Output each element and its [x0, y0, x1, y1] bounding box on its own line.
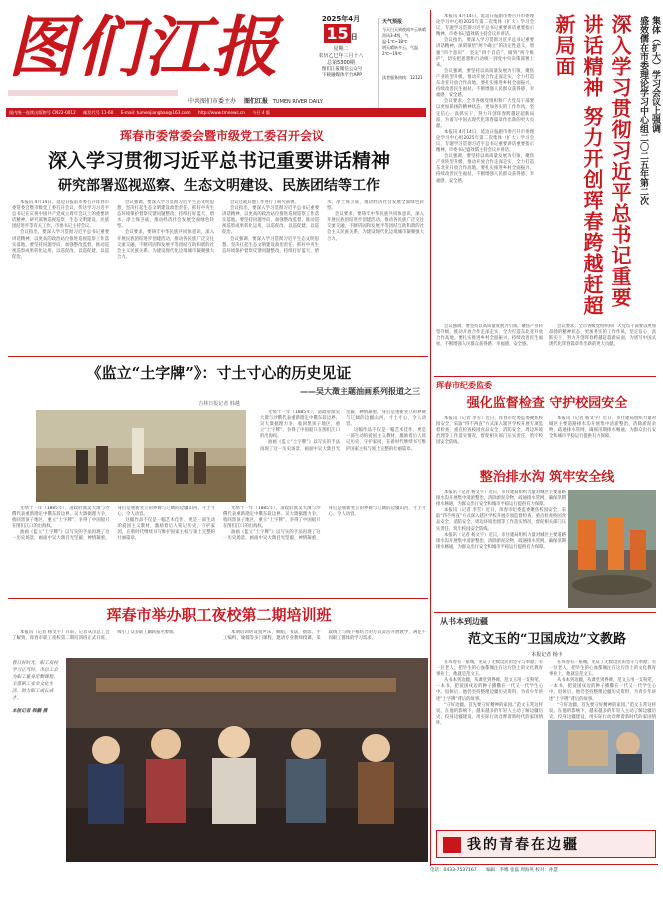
feature-paragraph: 光绪十一年（1885年），清政府派吴大澂与沙俄代表重新勘定中俄东段边界。吴大澂据理力争，收回黑顶子地区，重立“土字牌”，争得了中国船只在图们江口的出海权。: [223, 506, 321, 530]
feature-body-lower: [12, 506, 426, 594]
date-suffix: 日: [350, 33, 358, 41]
book-photo: [548, 720, 654, 774]
lunar-date: 农历乙巳年三月十八: [318, 53, 364, 59]
divider: [8, 356, 428, 357]
date-box: [310, 14, 372, 64]
book-paragraph: 从书本到边疆，从课堂到界碑，范文玉用一支粉笔、一本书，把爱国戍边的种子播撒在一代又一代学生心中。退休后，他仍坚持整理边疆历史资料，为青少年讲述“土字牌”背后的故事。: [436, 678, 543, 702]
discipline-paragraph: 本报讯（记者 李雪）近日，珲春市纪委监委聚焦校园安全，采取“四不两直”方式深入辖区学校开展专项监督检查，重点检查校园食品安全、消防安全、周边环境治理等工作落实情况，督促相关部门压实责任，筑牢校园安全防线。: [436, 416, 543, 446]
feature-painting: [36, 410, 246, 502]
lead-kicker: 珲春市委常委会暨市级党工委召开会议: [119, 129, 324, 143]
book-paragraph: 在珲春有一座城，见证了无数边民的坚守与奉献；有一位老人，把毕生的心血都倾注在这片热土的文化教育事业上，他就是范文玉。: [436, 660, 543, 678]
right-paragraph: 会议要求，全市各级党组织和广大党员干部要以更加昂扬的精神状态、更加务实的工作作风，坚定信心、真抓实干，努力开创珲春跨越赶超新局面，为谱写中国式现代化珲春篇章作出新的更大贡献。: [436, 99, 534, 129]
book-paragraph: 在珲春有一座城，见证了无数边民的坚守与奉献；有一位老人，把毕生的心血都倾注在这片热土的文化教育事业上，他就是范文玉。: [549, 660, 656, 678]
drainage-title: 整治排水沟 筑牢安全线: [479, 470, 615, 485]
lead-paragraph: 会议强调，要深入学习贯彻习近平生态文明思想，坚决扛起生态文明建设政治责任，抓好中央生态环境保护督察反馈问题整改，持续打好蓝天、碧水、净土保卫战，推动经济社会发展全面绿色转型。: [222, 200, 424, 254]
sponsor-line: [188, 96, 368, 105]
paper-name-en: TUMEN RIVER DAILY: [272, 99, 323, 105]
footer-editor: 编辑：李娜 张磊 周海英 校对：孙慧: [486, 868, 558, 873]
feature-body-upper: [260, 410, 426, 502]
night-school-caption: [12, 660, 62, 860]
drainage-paragraph: 本报讯（记者 杨文宇）近日，市住建局组织力量对城区主要道路排水沟开展集中清淤整治，清除淤泥杂物，疏通排水管网，确保汛期排水畅通，为群众出行安全和城市平稳运行提供有力保障。: [436, 532, 566, 550]
info-bar: [6, 108, 426, 117]
right-subtitle: 集体（扩大）学习会议上强调: [650, 16, 660, 133]
divider: [434, 376, 656, 377]
wechat-channel: 图们江报微信公众号: [321, 67, 363, 72]
youth-banner: [436, 830, 656, 858]
app-channel: 下载融媒体平台APP: [321, 73, 362, 78]
column-divider: [430, 10, 431, 866]
right-paragraph: 本报讯 4月14日，延边日报副市委召开市委理论学习中心组2025年第二次集体（扩大）学习会议，专题学习贯彻习近平总书记重要讲话重要指示精神。市委书记盛效儒主持会议并讲话。: [436, 129, 534, 154]
weather-line-3: 明天晴转多云，气温2℃~19℃: [382, 45, 418, 56]
paper-name-cn: 图们江报: [243, 98, 268, 105]
divider: [434, 612, 656, 613]
night-school-title: 珲春市举办职工夜校第二期培训班: [106, 606, 332, 624]
right-body: [436, 14, 534, 324]
website: http://www.tmnews.cn: [197, 110, 245, 115]
weather-line-1: 今天白天到夜间多云转晴: [382, 27, 426, 32]
lead-paragraph: 会议强调，要深入学习贯彻习近平生态文明思想，坚决扛起生态文明建设政治责任，抓好中央生态环境保护督察反馈问题整改，持续打好蓝天、碧水、净土保卫战，推动经济社会发展全面绿色转型。: [117, 200, 214, 230]
photo-credit: 本报记者 韩鹏 摄: [12, 709, 48, 714]
feature-byline: 吉林日报记者 韩越: [198, 401, 240, 407]
discipline-paragraph: 本报讯（记者 杨文宇）近日，市住建局组织力量对城区主要道路排水沟开展集中清淤整治，清除淤泥杂物，疏通排水管网，确保汛期排水畅通，为群众出行安全和城市平稳运行提供有力保障。: [549, 416, 656, 440]
right-paragraph: 会议强调，要坚持以高质量发展为引领，聚焦产业转型升级，推动开放合作走深走实，全力打造东北亚开放合作高地。要扎实推进乡村全面振兴，持续改善民生福祉，不断增强人民群众获得感、幸福感、安全感。: [436, 68, 534, 99]
book-paragraph: 从书本到边疆，从课堂到界碑，范文玉用一支粉笔、一本书，把爱国戍边的种子播撒在一代又一代学生心中。退休后，他仍坚持整理边疆历史资料，为青少年讲述“土字牌”背后的故事。: [549, 678, 656, 702]
email: E-mail: tumenjiangbao@163.com: [120, 110, 191, 115]
lead-paragraph: 会议还就其他工作进行了研究部署。: [230, 200, 299, 205]
footer-phone: 电话：0433-7537167: [430, 868, 477, 873]
sponsor: 中共图们市委主办: [188, 98, 237, 105]
date-day: 15: [326, 24, 349, 43]
right-paragraph: 会议强调，要坚持以高质量发展为引领，聚焦产业转型升级，推动开放合作走深走实，全力打造东北亚开放合作高地。要扎实推进乡村全面振兴，持续改善民生福祉，不断增强人民群众获得感、幸福感、安全感。: [436, 324, 543, 348]
lead-paragraph: 会议要求，要铸牢中华民族共同体意识，深入开展民族团结进步创建活动，推动各民族广泛交往交流交融，不断巩固和发展平等团结互助和谐的社会主义民族关系，为建设现代化边境城市凝聚强大合力。: [117, 230, 214, 260]
feature-paragraph: 光绪十一年（1885年），清政府派吴大澂与沙俄代表重新勘定中俄东段边界。吴大澂据理力争，收回黑顶子地区，重立“土字牌”，争得了中国船只在图们江口的出海权。: [260, 410, 340, 440]
lead-paragraph: 本报讯 4月14日，延边日报前市委召开珲春市委常委会暨市级党工委召开会议，传达学习习近平总书记在庆祝中国共产党成立周年会议上的重要讲话精神，研究部署巡视巡察、生态文明建设、民族团结进步等有关工作。市委书记主持会议。: [12, 200, 109, 230]
book-paragraph: “守好边疆，首先要守好精神的家园。”范文玉常这样说。在他的影响下，越来越多的年轻人主动了解边疆历史、投身边疆建设，用实际行动诠释着新时代的家国情: [549, 702, 656, 720]
book-title: 范文玉的“卫国成边”文教路: [468, 632, 626, 647]
right-main-title: 深入学习贯彻习近平总书记重要讲话精神 努力开创珲春跨越赶超新局面: [552, 14, 632, 316]
right-paragraph: 会议要求，全市各级党组织和广大党员干部要以更加昂扬的精神状态、更加务实的工作作风，坚定信心、真抓实干，努力开创珲春跨越赶超新局面，为谱写中国式现代化珲春篇章作出新的更大贡献。: [549, 324, 656, 348]
issn: 国内统一连续出版物号 CN22-0012: [9, 110, 76, 115]
discipline-body: [436, 416, 656, 466]
night-school-photo: [66, 658, 428, 862]
discipline-column-label: 珲春市纪委监委: [436, 381, 492, 390]
drainage-paragraph: 本报讯（记者 李雪）近日，珲春市纪委监委聚焦校园安全，采取“四不两直”方式深入辖区学校开展专项监督检查，重点检查校园食品安全、消防安全、周边环境治理等工作落实情况，督促相关部门压实责任，筑牢校园安全防线。: [436, 508, 566, 532]
feature-paragraph: 光绪十一年（1885年），清政府派吴大澂与沙俄代表重新勘定中俄东段边界。吴大澂据理力争，收回黑顶子地区，重立“土字牌”，争得了中国船只在图们江口的出海权。: [12, 506, 110, 530]
feature-paragraph: 这幅作品不仅是一幅艺术佳作，更是一部生动的爱国主义教材，激励着后人铭记历史、守护家园，在新时代继续书写维护国家主权与领土完整的壮丽篇章。: [346, 428, 426, 452]
feature-paragraph: 油画《监立“土字牌”》以写实的手法再现了这一历史场景，画面中吴大澂目光坚毅、神情凝重，身后是重新竖立的界碑与辽阔的边疆山河，寸土寸心，令人动容。: [223, 506, 426, 542]
right-paragraph: 会议强调，要坚持以高质量发展为引领，聚焦产业转型升级，推动开放合作走深走实，全力打造东北亚开放合作高地。要扎实推进乡村全面振兴，持续改善民生福祉，不断增强人民群众获得感、幸福感、安全感。: [436, 154, 534, 184]
book-paragraph: “守好边疆，首先要守好精神的家园。”范文玉常这样说。在他的影响下，越来越多的年轻人主动了解边疆历史、投身边疆建设，用实际行动诠释着新时代的家国情怀。: [436, 702, 543, 726]
lead-title: 深入学习贯彻习近平总书记重要讲话精神: [47, 150, 390, 172]
postal-code: 邮发代号 11-60: [83, 110, 114, 115]
right-kicker: 盛效儒在市委理论学习中心组二〇二五年第二次: [638, 16, 648, 205]
drainage-photo: [568, 490, 656, 608]
book-column-label: 从书本到边疆: [440, 617, 488, 626]
weekday: 星期二: [333, 46, 349, 52]
lead-body: [12, 200, 424, 355]
qr-block: [314, 66, 370, 96]
discipline-title: 强化监督检查 守护校园安全: [466, 396, 628, 411]
photo-caption: 春日好时光，职工夜校学习正当时。市总工会为职工量身定制课程，丰富职工业余文化生活，助力职工成长成才。: [12, 661, 58, 701]
right-paragraph: 本报讯 4月14日，延边日报副市委召开市委理论学习中心组2025年第二次集体（扩大）学习会议，专题学习贯彻习近平总书记重要讲话重要指示精神。市委书记盛效儒主持会议并讲话。: [436, 14, 534, 38]
weather-box: [378, 18, 430, 108]
divider: [8, 598, 428, 599]
night-school-body: [12, 630, 426, 654]
feature-paragraph: 油画《监立“土字牌”》以写实的手法再现了这一历史场景，画面中吴大澂目光坚毅、神情凝重，身后是重新竖立的界碑与辽阔的边疆山河，寸土寸心，令人动容。: [260, 410, 426, 452]
page-count: 今日 4 版: [252, 110, 271, 115]
book-byline: 本报记者 杨卡: [531, 652, 563, 658]
weather-title: 天气预报: [382, 19, 403, 25]
newspaper-logo: 图们江报: [8, 8, 280, 86]
feature-paragraph: 这幅作品不仅是一幅艺术佳作，更是一部生动的爱国主义教材，激励着后人铭记历史、守护家园，在新时代继续书写维护国家主权与领土完整的壮丽篇章。: [117, 518, 215, 542]
night-school-paragraph: 本期培训班设置声乐、舞蹈、书法、摄影、手工编织、瑜伽等多门课程，邀请专业教师授课，采取线上与线下相结合的方式灵活开展教学，满足不同职工群体的学习需求。: [223, 630, 426, 642]
issue-number: 总第5300期: [327, 60, 355, 66]
date-prefix: 2025年4月: [321, 15, 361, 23]
reader-hotline: 读者服务热线：12121: [382, 75, 423, 80]
drainage-body: [436, 490, 566, 608]
drainage-paragraph: 本报讯（记者 杨文宇）近日，市住建局组织力量对城区主要道路排水沟开展集中清淤整治，清除淤泥杂物，疏通排水管网，确保汛期排水畅通，为群众出行安全和城市平稳运行提供有力保障。: [436, 490, 566, 508]
footer: [430, 864, 658, 878]
night-school-paragraph: 本报讯（记者 杨文宇）日前，记者从市总工会了解到，珲春市职工夜校第二期培训班正式开班，吸引了众多职工踊跃报名参加。: [12, 630, 178, 642]
lead-paragraph: 会议指出，要深入学习贯彻习近平总书记重要讲话精神，以更高的政治站位推进巡视巡察工作落实落地。要坚持问题导向，加强整改监督，推动巡视巡察成果转化运用，以巡促改、以巡促建、以巡促治。: [12, 230, 109, 260]
right-paragraph: 会议指出，要深入学习贯彻习近平总书记重要讲话精神，深刻领悟“两个确立”的决定性意义，增强“四个意识”、坚定“四个自信”、做到“两个维护”，切实把思想和行动统一到党中央决策部署上来。: [436, 38, 534, 68]
feature-paragraph: 油画《监立“土字牌”》以写实的手法再现了这一历史场景，画面中吴大澂目光坚毅、神情凝重，身后是重新竖立的界碑与辽阔的边疆山河，寸土寸心，令人动容。: [12, 506, 215, 542]
youth-ornament: [443, 837, 461, 853]
weather-line-2: 西风3-4级，气温-1℃~18℃: [382, 33, 409, 44]
lead-subtitle: 研究部署巡视巡察、生态文明建设、民族团结等工作: [58, 178, 380, 194]
right-headline-area: [536, 12, 660, 324]
discipline-column-tag: [436, 330, 536, 342]
feature-title: 《监立“土字牌”》：寸土寸心的历史见证: [86, 364, 352, 382]
feature-subtitle: ——吴大澂主题油画系列报道之三: [300, 387, 420, 396]
lead-paragraph: 会议指出，要深入学习贯彻习近平总书记重要讲话精神，以更高的政治站位推进巡视巡察工作落实落地。要坚持问题导向，加强整改监督，推动巡视巡察成果转化运用，以巡促改、以巡促建、以巡促治。: [222, 206, 319, 236]
youth-title: 我的青春在边疆: [467, 837, 579, 853]
logo-shadow-band: [8, 90, 178, 96]
lead-paragraph: 会议要求，要铸牢中华民族共同体意识，深入开展民族团结进步创建活动，推动各民族广泛交往交流交融，不断巩固和发展平等团结互助和谐的社会主义民族关系，为建设现代化边境城市凝聚强大合力。: [327, 212, 424, 242]
